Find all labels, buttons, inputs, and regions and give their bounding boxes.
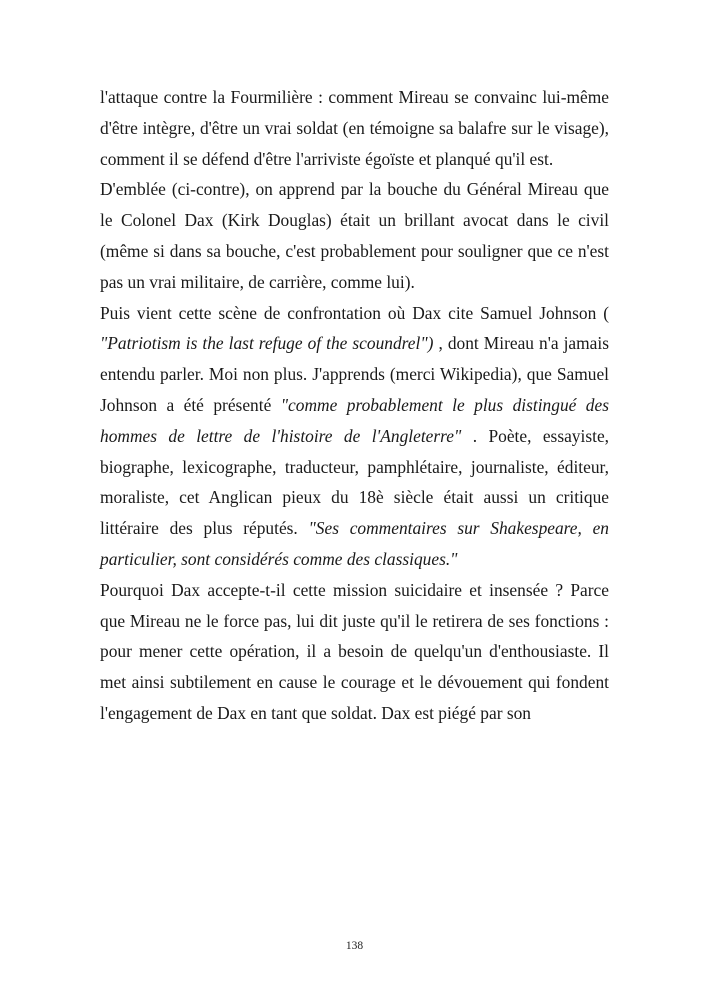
text-run: . Poète, essayiste, biographe, lexicographe, traducteur, pamphlétaire, journaliste, éditeur, moraliste, cet Anglican pieux du 18è siècle était aussi un critique littéraire des plus réputés. xyxy=(100,425,610,539)
text-run: , dont Mireau n'a jamais entendu parler. Moi non plus. J'apprends (merci Wikipedia), que Samuel Johnson a été présenté xyxy=(100,333,609,415)
quote-run: "Patriotism is the last refuge of the scoundrel") xyxy=(100,333,434,354)
text-run: l'attaque contre la Fourmilière : comment Mireau se convainc lui-même d'être intègre, d'être un vrai soldat (en témoigne sa balafre sur le visage), comment il se défend d'être l'arriviste égoïste et planqué qu'il est. xyxy=(100,87,609,169)
page-body xyxy=(100,82,609,729)
quote-run: "Ses commentaires sur Shakespeare, en particulier, sont considérés comme des classiques." xyxy=(100,518,609,569)
paragraph xyxy=(100,575,609,729)
quote-run: "comme probablement le plus distingué des hommes de lettre de l'histoire de l'Angleterre" xyxy=(100,394,609,446)
paragraph xyxy=(100,82,609,174)
paragraph xyxy=(100,174,609,297)
text-run: Pourquoi Dax accepte-t-il cette mission suicidaire et insensée ? Parce que Mireau ne le force pas, lui dit juste qu'il le retirera de ses fonctions : pour mener cette opération, il a besoin de quelqu'un d'enthousiaste. Il met ainsi subtilement en cause le courage et le dévouement qui fondent l'engagement de Dax en tant que soldat. Dax est piégé par son xyxy=(100,579,609,723)
text-run: D'emblée (ci-contre), on apprend par la bouche du Général Mireau que le Colonel Dax (Kirk Douglas) était un brillant avocat dans le civil (même si dans sa bouche, c'est probablement pour souligner que ce n'est pas un vrai militaire, de carrière, comme lui). xyxy=(100,179,609,292)
page-number: 138 xyxy=(345,940,364,952)
paragraph xyxy=(100,298,609,575)
text-run: Puis vient cette scène de confrontation où Dax cite Samuel Johnson ( xyxy=(100,302,609,323)
